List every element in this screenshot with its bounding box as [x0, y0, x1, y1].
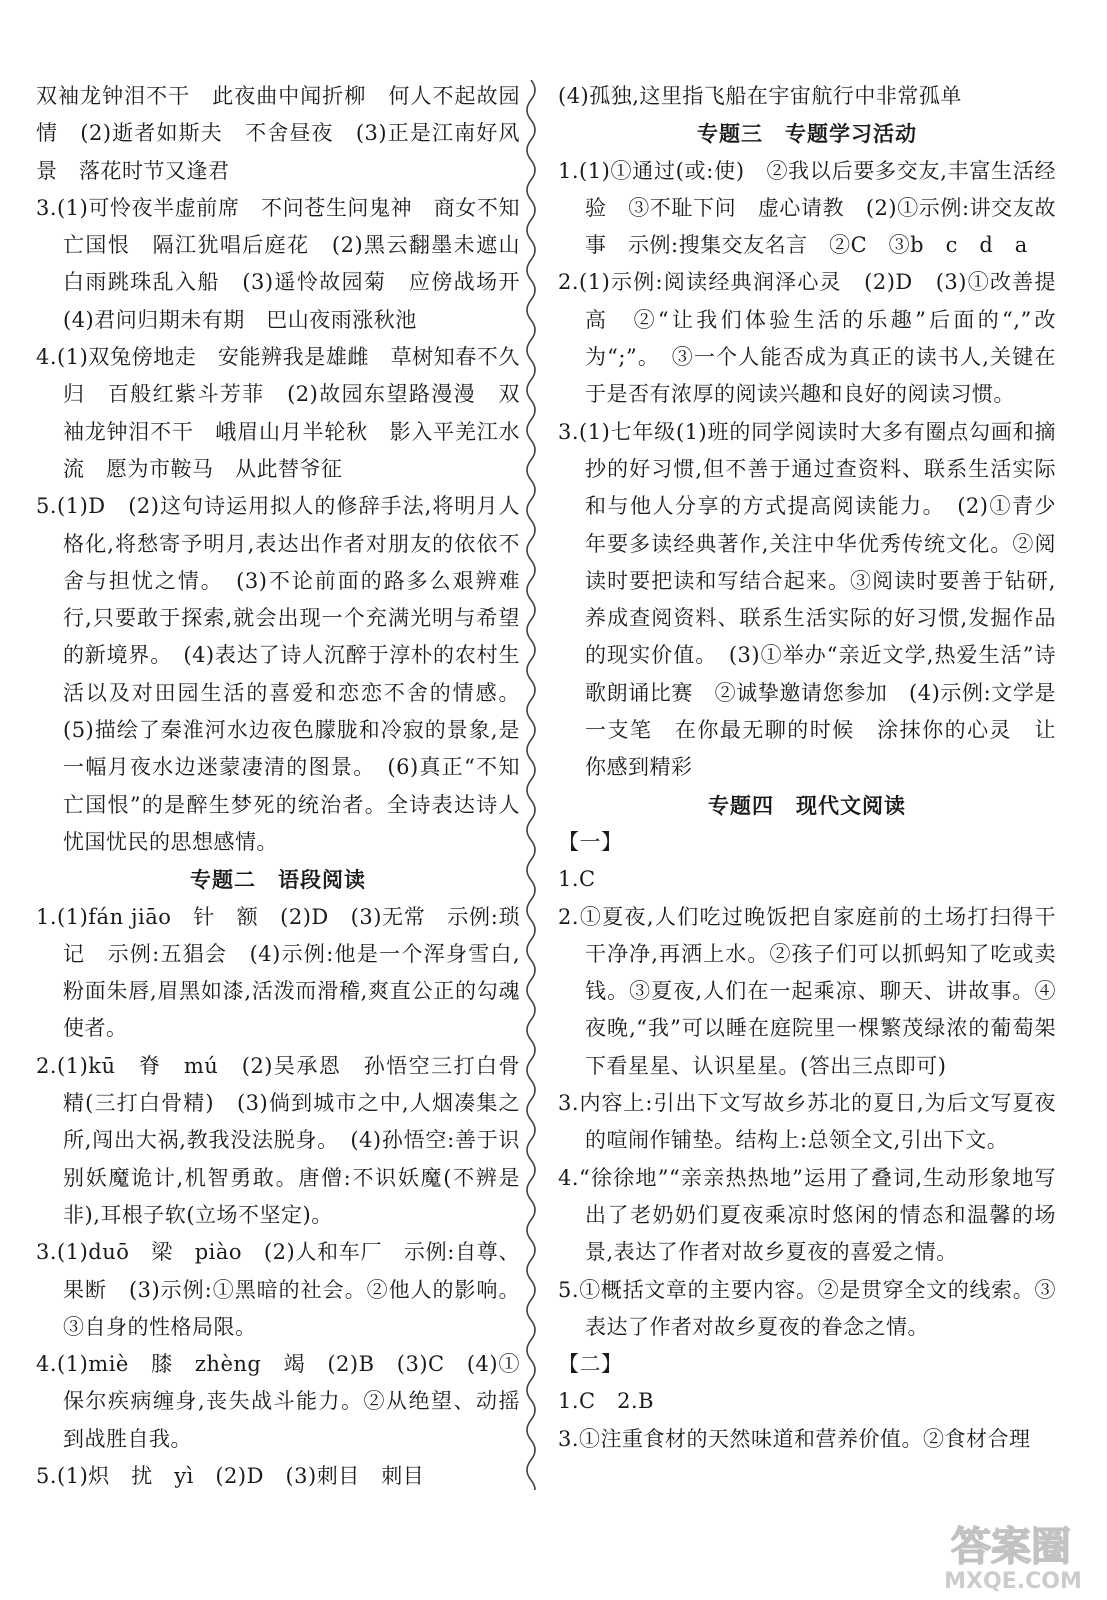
answer-paragraph: 3.(1)七年级(1)班的同学阅读时大多有圈点勾画和摘抄的好习惯,但不善于通过查资料、联系生活实际和与他人分享的方式提高阅读能力。 (2)①青少年要多读经典著作,关注中华优秀传统文化。②阅读时要把读和写结合起来。③阅读时要善于钻研,养成查阅资料、联系生活实际的好习惯,发掘作品的现实价值。 (3)①举办“亲近文学,热爱生活”诗歌朗诵比赛 ②诚挚邀请您参加 (4)示例:文学是一支笔 在你最无聊的时候 涂抹你的心灵 让你感到精彩: [558, 419, 1056, 780]
answer-paragraph: 1.C: [558, 867, 596, 892]
answer-paragraph: 3.①注重食材的天然味道和营养价值。②食材合理: [558, 1426, 1031, 1451]
answer-paragraph: 3.(1)duō 梁 piào (2)人和车厂 示例:自尊、果断 (3)示例:①黑暗的社会。②他人的影响。③自身的性格局限。: [36, 1240, 520, 1339]
answer-paragraph: 1.(1)fán jiāo 针 额 (2)D (3)无常 示例:琐记 示例:五猖会 (4)示例:他是一个浑身雪白,粉面朱唇,眉黑如漆,活泼而滑稽,爽直公正的勾魂使者。: [36, 904, 520, 1041]
watermark-mark: 答案圈: [951, 1524, 1071, 1570]
watermark-url: MXQE.COM: [944, 1569, 1082, 1594]
answer-paragraph: (4)孤独,这里指飞船在宇宙航行中非常孤单: [558, 84, 962, 108]
answer-paragraph: 2.①夏夜,人们吃过晚饭把自家庭前的土场打扫得干干净净,再洒上水。②孩子们可以抓蚂知了吃或卖钱。③夏夜,人们在一起乘凉、聊天、讲故事。④夜晚,“我”可以睡在庭院里一棵繁茂绿浓的葡萄架下看星星、认识星星。(答出三点即可): [558, 904, 1056, 1078]
answer-paragraph: 5.①概括文章的主要内容。②是贯穿全文的线索。③表达了作者对故乡夏夜的眷念之情。: [558, 1277, 1056, 1339]
answer-paragraph: 2.(1)示例:阅读经典润泽心灵 (2)D (3)①改善提高 ②“让我们体验生活的乐趣”后面的“,”改为“;”。 ③一个人能否成为真正的读书人,关键在于是否有浓厚的阅读兴趣和良好的阅读习惯。: [558, 270, 1056, 407]
answer-paragraph: 1.(1)①通过(或:使) ②我以后要多交友,丰富生活经验 ③不耻下问 虚心请教 (2)①示例:讲交友故事 示例:搜集交友名言 ②C ③b c d a: [558, 158, 1056, 258]
answer-paragraph: 4.(1)双兔傍地走 安能辨我是雄雌 草树知春不久归 百般红紫斗芳菲 (2)故园东望路漫漫 双袖龙钟泪不干 峨眉山月半轮秋 影入平羌江水流 愿为市鞍马 从此替爷征: [36, 345, 520, 481]
section-heading: 专题二 语段阅读: [190, 867, 366, 893]
answer-paragraph: 4.“徐徐地”“亲亲热热地”运用了叠词,生动形象地写出了老奶奶们夏夜乘凉时悠闲的情态和温馨的场景,表达了作者对故乡夏夜的喜爱之情。: [558, 1165, 1056, 1265]
answer-paragraph: 双袖龙钟泪不干 此夜曲中闻折柳 何人不起故园情 (2)逝者如斯夫 不舍昼夜 (3)正是江南好风景 落花时节又逢君: [36, 84, 520, 183]
answer-paragraph: 1.C 2.B: [558, 1389, 655, 1414]
section-heading: 专题三 专题学习活动: [697, 121, 917, 147]
part-marker: 【一】: [558, 829, 623, 854]
watermark-logo: [927, 1512, 1097, 1594]
answer-paragraph: 4.(1)miè 膝 zhèng 竭 (2)B (3)C (4)①保尔疾病缠身,丧失战斗能力。②从绝望、动摇到战胜自我。: [36, 1352, 520, 1451]
answer-paragraph: 3.内容上:引出下文写故乡苏北的夏日,为后文写夏夜的喧闹作铺垫。结构上:总领全文,引出下文。: [558, 1091, 1056, 1153]
answer-paragraph: 5.(1)炽 扰 yì (2)D (3)刺目 刺目: [36, 1463, 425, 1488]
answer-paragraph: 5.(1)D (2)这句诗运用拟人的修辞手法,将明月人格化,将愁寄予明月,表达出作者对朋友的依依不舍与担忧之情。 (3)不论前面的路多么艰辨难行,只要敢于探索,就会出现一个充满光明与希望的新境界。 (4)表达了诗人沉醉于淳朴的农村生活以及对田园生活的喜爱和恋恋不舍的情感。(5)描绘了秦淮河水边夜色朦胧和冷寂的景象,是一幅月夜水边迷蒙凄清的图景。 (6)真正“不知亡国恨”的是醉生梦死的统治者。全诗表达诗人忧国忧民的思想感情。: [36, 494, 520, 854]
right-column: [558, 78, 1056, 1458]
wavy-column-divider: [520, 80, 542, 1490]
answer-paragraph: 2.(1)kū 脊 mú (2)吴承恩 孙悟空三打白骨精(三打白骨精) (3)倘到城市之中,人烟凑集之所,闯出大祸,教我没法脱身。 (4)孙悟空:善于识别妖魔诡计,机智勇敢。唐僧:不识妖魔(不辨是非),耳根子软(立场不坚定)。: [36, 1053, 520, 1227]
answer-paragraph: 3.(1)可怜夜半虚前席 不问苍生问鬼神 商女不知亡国恨 隔江犹唱后庭花 (2)黑云翻墨未遮山 白雨跳珠乱入船 (3)遥怜故园菊 应傍战场开 (4)君问归期未有期 巴山夜雨涨秋池: [36, 195, 542, 332]
part-marker: 【二】: [558, 1352, 623, 1377]
section-heading: 专题四 现代文阅读: [708, 792, 906, 818]
left-column: [36, 78, 542, 1495]
